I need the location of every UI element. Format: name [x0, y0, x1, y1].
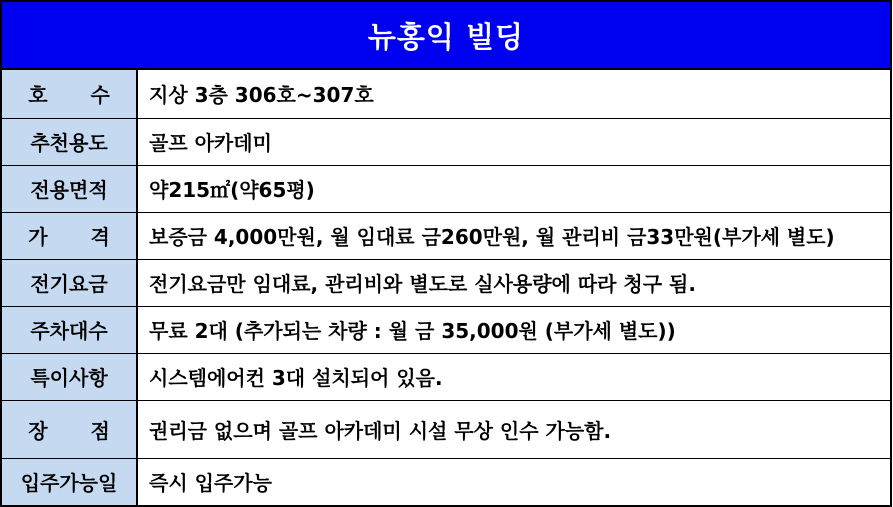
- row-value-parking: 무료 2대 (추가되는 차량 : 월 금 35,000원 (부가세 별도)): [137, 306, 890, 353]
- row-value-price: 보증금 4,000만원, 월 임대료 금260만원, 월 관리비 금33만원(부가세 별도): [137, 212, 890, 259]
- row-value-electricity: 전기요금만 임대료, 관리비와 별도로 실사용량에 따라 청구 됨.: [137, 259, 890, 306]
- row-value-move-in-date: 즉시 입주가능: [137, 458, 890, 505]
- row-value-recommended-use: 골프 아카데미: [137, 118, 890, 165]
- building-title: 뉴홍익 빌딩: [2, 2, 890, 70]
- row-value-advantages: 권리금 없으며 골프 아카데미 시설 무상 인수 가능함.: [137, 400, 890, 458]
- row-label-parking: 주차대수: [2, 306, 137, 353]
- table-row-move-in-date: [2, 458, 890, 505]
- row-value-exclusive-area: 약215㎡(약65평): [137, 165, 890, 212]
- table-row-notes: [2, 353, 890, 400]
- table-row-parking: [2, 306, 890, 353]
- row-value-notes: 시스템에어컨 3대 설치되어 있음.: [137, 353, 890, 400]
- row-label-recommended-use: 추천용도: [2, 118, 137, 165]
- row-label-electricity: 전기요금: [2, 259, 137, 306]
- row-label-advantages: 장 점: [2, 400, 137, 458]
- row-label-move-in-date: 입주가능일: [2, 458, 137, 505]
- table-row-exclusive-area: [2, 165, 890, 212]
- row-label-price: 가 격: [2, 212, 137, 259]
- row-label-notes: 특이사항: [2, 353, 137, 400]
- table-row-advantages: [2, 400, 890, 458]
- row-value-unit: 지상 3층 306호~307호: [137, 70, 890, 118]
- property-info-table: [2, 70, 890, 505]
- row-label-unit: 호 수: [2, 70, 137, 118]
- row-label-exclusive-area: 전용면적: [2, 165, 137, 212]
- table-row-unit: [2, 70, 890, 118]
- table-row-recommended-use: [2, 118, 890, 165]
- table-row-electricity: [2, 259, 890, 306]
- table-row-price: [2, 212, 890, 259]
